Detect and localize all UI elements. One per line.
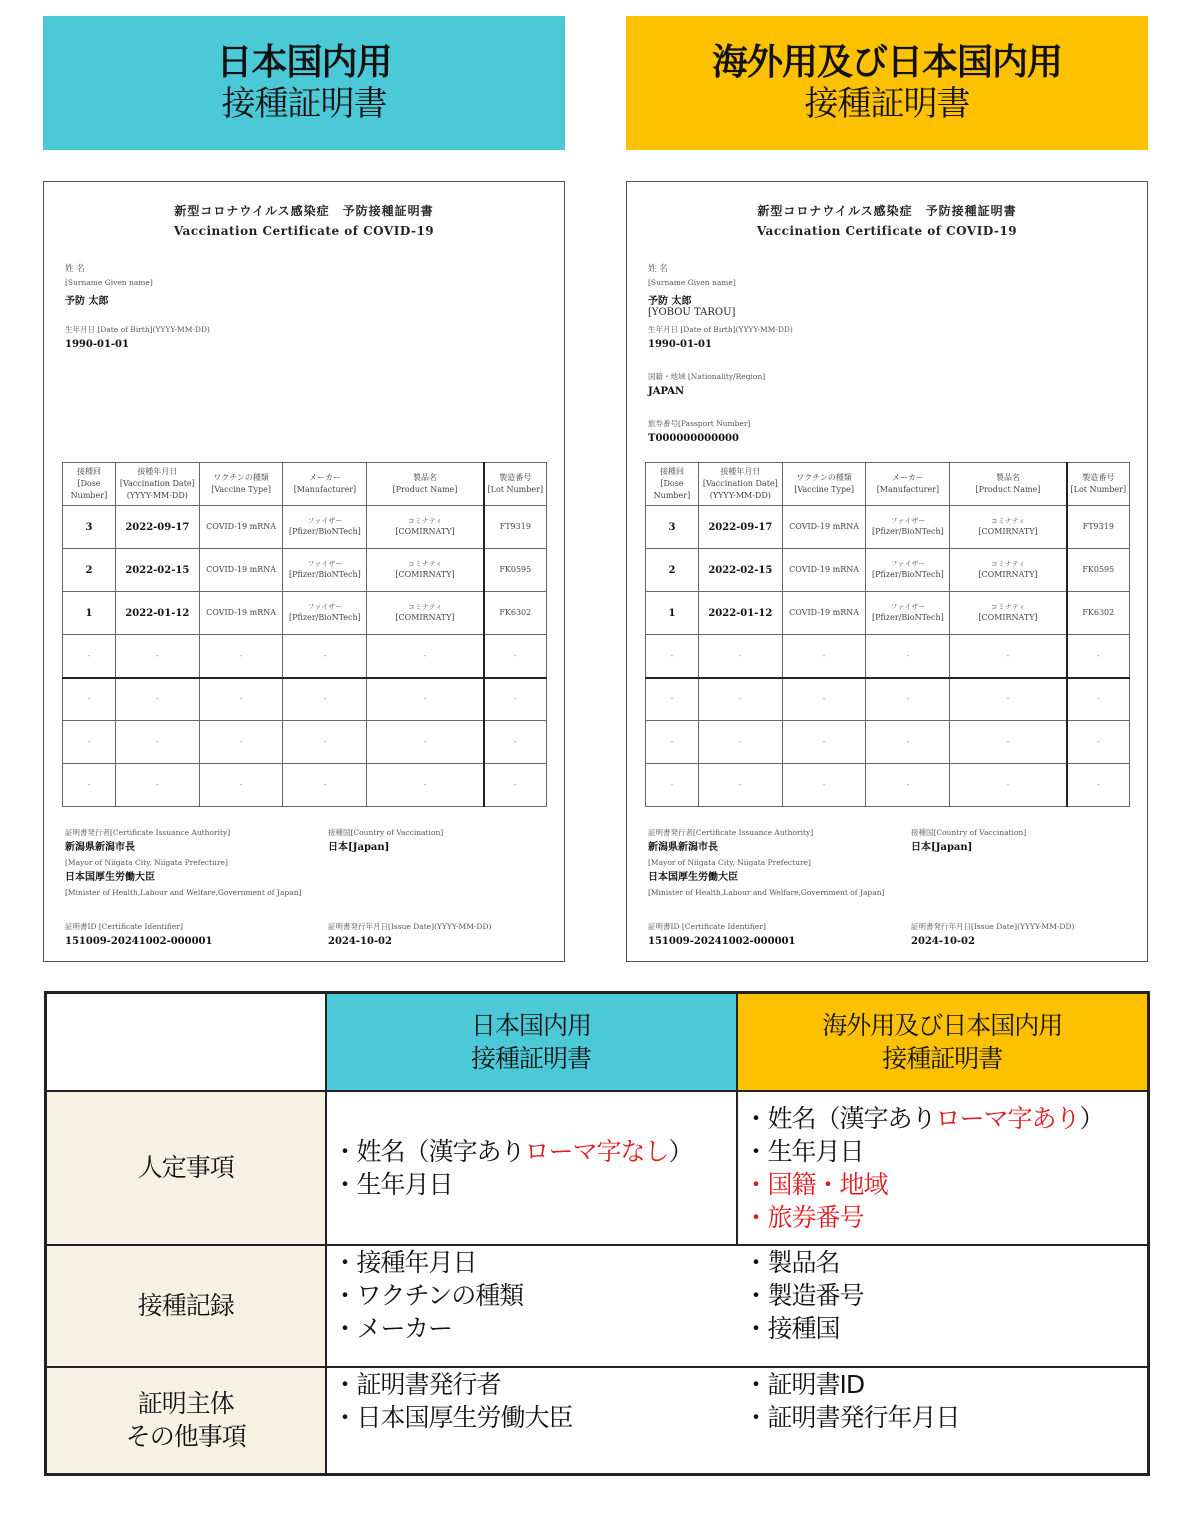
header-domestic-line2: 接種証明書 <box>470 1043 591 1073</box>
dose-table-cell: - <box>63 764 116 807</box>
dose-table-cell: 2022-02-15 <box>115 549 199 592</box>
dose-table-cell: - <box>1067 635 1130 678</box>
dose-table-cell: ファイザー [Pfizer/BioNTech] <box>283 506 367 549</box>
dose-table-cell: - <box>63 721 116 764</box>
certid-block <box>65 919 212 949</box>
country-block <box>911 825 1026 855</box>
row-label-text: 接種記録 <box>137 1291 234 1320</box>
vaccination-record-col1 <box>327 1246 738 1366</box>
dose-table-cell: - <box>698 721 782 764</box>
row-label-issuer-other <box>46 1367 326 1475</box>
comparison-item: ・姓名（漢字ありローマ字なし） <box>332 1136 693 1166</box>
dose-table-cell: - <box>367 678 484 721</box>
name-label: 姓 名 <box>648 264 668 274</box>
issuedate-value: 2024-10-02 <box>911 936 975 947</box>
comparison-item: ・日本国厚生労働大臣 <box>332 1402 573 1432</box>
dose-row-empty <box>646 635 1130 678</box>
issuer-other-col1 <box>327 1368 738 1474</box>
dose-table-header: ワクチンの種類 [Vaccine Type] <box>782 463 866 506</box>
name-label: 姓 名 <box>65 264 85 274</box>
dose-table <box>62 462 547 807</box>
issuedate-block <box>328 919 491 949</box>
certificate-domestic <box>43 181 565 962</box>
dose-row-empty <box>646 678 1130 721</box>
vaccination-record-col2 <box>738 1246 864 1366</box>
cert-title-en: Vaccination Certificate of COVID-19 <box>173 224 435 238</box>
cert-title-jp: 新型コロナウイルス感染症 予防接種証明書 <box>757 204 1017 218</box>
dose-table-cell: - <box>782 721 866 764</box>
dose-table-cell: - <box>199 721 283 764</box>
dose-table-cell: - <box>646 764 699 807</box>
dose-table-cell: - <box>1067 764 1130 807</box>
dose-table-cell: COVID-19 mRNA <box>782 592 866 635</box>
dose-table-cell: - <box>484 635 547 678</box>
dose-table-cell: - <box>199 678 283 721</box>
dose-table-cell: - <box>283 721 367 764</box>
minister-value: 日本国厚生労働大臣 <box>65 872 155 883</box>
dose-row-empty <box>646 764 1130 807</box>
dose-table-header: メーカー [Manufacturer] <box>866 463 950 506</box>
dose-table-cell: コミナティ [COMIRNATY] <box>367 592 484 635</box>
comparison-item: ・メーカー <box>332 1313 453 1343</box>
dose-table-cell: - <box>1067 678 1130 721</box>
dose-table-cell: - <box>115 764 199 807</box>
issuedate-label: 証明書発行年月日[Issue Date](YYYY-MM-DD) <box>328 922 492 931</box>
dose-table-cell: - <box>950 764 1067 807</box>
issuer-value: 新潟県新潟市長 <box>65 842 135 853</box>
name-label-en: [Surname Given name] <box>648 278 736 287</box>
dose-table-header: メーカー [Manufacturer] <box>283 463 367 506</box>
dose-table-cell: - <box>646 635 699 678</box>
dose-table-cell: - <box>698 764 782 807</box>
header-overseas-line2: 接種証明書 <box>882 1043 1003 1073</box>
issuer-block <box>65 825 301 900</box>
row-label-text: その他事項 <box>125 1422 246 1452</box>
identity-domestic <box>326 1091 737 1245</box>
dose-table-cell: - <box>63 635 116 678</box>
dose-table-cell: - <box>950 721 1067 764</box>
certid-value: 151009-20241002-000001 <box>65 936 213 947</box>
dose-table-cell: 2022-01-12 <box>698 592 782 635</box>
dose-table-cell: FK6302 <box>484 592 547 635</box>
dose-row-empty <box>646 721 1130 764</box>
minister-en: [Minister of Health,Labour and Welfare,Government of Japan] <box>648 888 885 897</box>
name-roman: [YOBOU TAROU] <box>648 307 736 318</box>
dose-table-cell: - <box>698 635 782 678</box>
dose-table-header: 接種年月日 [Vaccination Date] (YYYY-MM-DD) <box>115 463 199 506</box>
row-label-text: 証明主体 <box>137 1389 234 1419</box>
dob-label: 生年月日 [Date of Birth](YYYY-MM-DD) <box>648 325 793 334</box>
dose-table-cell: - <box>698 678 782 721</box>
dose-table-cell: - <box>1067 721 1130 764</box>
comparison-item: ・生年月日 <box>743 1136 864 1166</box>
dose-table-cell: コミナティ [COMIRNATY] <box>950 592 1067 635</box>
cert-title-en: Vaccination Certificate of COVID-19 <box>756 224 1018 238</box>
dose-table-cell: - <box>782 678 866 721</box>
comparison-table <box>44 991 1150 1476</box>
dose-table-cell: ファイザー [Pfizer/BioNTech] <box>283 592 367 635</box>
issuedate-value: 2024-10-02 <box>328 936 392 947</box>
dose-table-cell: FT9319 <box>1067 506 1130 549</box>
dose-row <box>63 549 547 592</box>
dose-table-cell: - <box>115 678 199 721</box>
dose-table-cell: コミナティ [COMIRNATY] <box>950 506 1067 549</box>
comparison-item: ・証明書ID <box>743 1369 865 1399</box>
dose-table-cell: FT9319 <box>484 506 547 549</box>
name-value: 予防 太郎 <box>648 296 692 307</box>
dose-table-cell: COVID-19 mRNA <box>782 549 866 592</box>
dob-label: 生年月日 [Date of Birth](YYYY-MM-DD) <box>65 325 210 334</box>
issuer-other-col2 <box>738 1368 960 1474</box>
issuer-value: 新潟県新潟市長 <box>648 842 718 853</box>
dose-table-header: 接種回 [Dose Number] <box>646 463 699 506</box>
country-value: 日本[Japan] <box>911 842 973 853</box>
identity-overseas <box>737 1091 1149 1245</box>
dose-table-header: 製造番号 [Lot Number] <box>1067 463 1130 506</box>
certificate-overseas <box>626 181 1148 962</box>
comparison-item: ・国籍・地域 <box>743 1169 888 1199</box>
issuer-label: 証明書発行者[Certificate Issuance Authority] <box>65 828 231 837</box>
dose-table-cell: 2022-02-15 <box>698 549 782 592</box>
dose-table-cell: FK6302 <box>1067 592 1130 635</box>
dose-table-cell: - <box>782 764 866 807</box>
dose-table-header: 製品名 [Product Name] <box>950 463 1067 506</box>
certid-label: 証明書ID [Certificate Identifier] <box>648 922 766 931</box>
minister-value: 日本国厚生労働大臣 <box>648 872 738 883</box>
row-label-identity <box>46 1091 326 1245</box>
header-domestic-line1: 日本国内用 <box>470 1010 591 1040</box>
dose-table-cell: COVID-19 mRNA <box>199 506 283 549</box>
comparison-item: ・証明書発行年月日 <box>743 1402 960 1432</box>
dose-table-cell: - <box>199 635 283 678</box>
dose-table-cell: - <box>950 635 1067 678</box>
issuer-other-items <box>326 1367 1149 1475</box>
dose-table-cell: - <box>283 764 367 807</box>
comparison-item: ・姓名（漢字ありローマ字あり） <box>743 1103 1104 1133</box>
certid-block <box>648 919 795 949</box>
banner-overseas <box>626 16 1148 150</box>
comparison-item: ・生年月日 <box>332 1169 453 1199</box>
comparison-item: ・接種国 <box>743 1313 840 1343</box>
comparison-item: ・製造番号 <box>743 1280 864 1310</box>
dose-table-cell: - <box>63 678 116 721</box>
nationality-value: JAPAN <box>648 386 685 397</box>
dose-table-cell: 2022-09-17 <box>115 506 199 549</box>
dose-table-cell: 1 <box>646 592 699 635</box>
dose-table-cell: - <box>484 721 547 764</box>
vaccination-record-items <box>326 1245 1149 1367</box>
dose-table-cell: 2022-09-17 <box>698 506 782 549</box>
issuer-label: 証明書発行者[Certificate Issuance Authority] <box>648 828 814 837</box>
row-label-text: 人定事項 <box>137 1153 234 1182</box>
dose-table-cell: - <box>283 678 367 721</box>
certid-label: 証明書ID [Certificate Identifier] <box>65 922 183 931</box>
banner-domestic-line1: 日本国内用 <box>216 42 392 83</box>
dose-table-cell: 3 <box>646 506 699 549</box>
comparison-header-overseas <box>737 993 1149 1091</box>
dose-table-cell: COVID-19 mRNA <box>782 506 866 549</box>
dose-table-cell: - <box>367 764 484 807</box>
dose-table-header: 接種回 [Dose Number] <box>63 463 116 506</box>
header-overseas-line1: 海外用及び日本国内用 <box>822 1010 1063 1040</box>
certid-value: 151009-20241002-000001 <box>648 936 796 947</box>
dose-table-cell: - <box>646 678 699 721</box>
comparison-item: ・接種年月日 <box>332 1247 477 1277</box>
dose-table-cell: - <box>367 721 484 764</box>
dose-table-cell: ファイザー [Pfizer/BioNTech] <box>866 592 950 635</box>
dose-row <box>646 549 1130 592</box>
country-label: 接種国[Country of Vaccination] <box>911 828 1027 837</box>
passport-label: 旅券番号[Passport Number] <box>648 419 751 428</box>
dob-value: 1990-01-01 <box>648 339 712 350</box>
dose-table-cell: - <box>199 764 283 807</box>
banner-domestic-line2: 接種証明書 <box>221 84 387 125</box>
dose-table-cell: ファイザー [Pfizer/BioNTech] <box>866 506 950 549</box>
comparison-item: ・製品名 <box>743 1247 840 1277</box>
dose-table-cell: COVID-19 mRNA <box>199 549 283 592</box>
row-label-vaccination-record <box>46 1245 326 1367</box>
dose-table-header: ワクチンの種類 [Vaccine Type] <box>199 463 283 506</box>
dose-table-cell: - <box>484 764 547 807</box>
dose-table-cell: 1 <box>63 592 116 635</box>
comparison-item: ・証明書発行者 <box>332 1369 501 1399</box>
issuedate-block <box>911 919 1074 949</box>
issuer-block <box>648 825 884 900</box>
dose-row <box>646 592 1130 635</box>
dose-table-header: 製品名 [Product Name] <box>367 463 484 506</box>
dose-row-empty <box>63 635 547 678</box>
dose-table-cell: ファイザー [Pfizer/BioNTech] <box>283 549 367 592</box>
name-label-en: [Surname Given name] <box>65 278 153 287</box>
dose-table-cell: - <box>115 635 199 678</box>
dose-row <box>63 506 547 549</box>
country-label: 接種国[Country of Vaccination] <box>328 828 444 837</box>
comparison-corner <box>46 993 326 1091</box>
dose-table-cell: 2 <box>63 549 116 592</box>
country-block <box>328 825 443 855</box>
dose-table-cell: - <box>484 678 547 721</box>
comparison-item: ・ワクチンの種類 <box>332 1280 524 1310</box>
dose-table-cell: - <box>950 678 1067 721</box>
dose-table-cell: - <box>866 721 950 764</box>
dose-table-cell: - <box>646 721 699 764</box>
banner-domestic <box>43 16 565 150</box>
dob-value: 1990-01-01 <box>65 339 129 350</box>
banner-overseas-line2: 接種証明書 <box>804 84 970 125</box>
dose-table-cell: FK0595 <box>1067 549 1130 592</box>
dose-table-cell: 2022-01-12 <box>115 592 199 635</box>
dose-row-empty <box>63 678 547 721</box>
minister-en: [Minister of Health,Labour and Welfare,Government of Japan] <box>65 888 302 897</box>
dose-table-cell: - <box>283 635 367 678</box>
dose-table-cell: - <box>782 635 866 678</box>
issuedate-label: 証明書発行年月日[Issue Date](YYYY-MM-DD) <box>911 922 1075 931</box>
passport-value: T000000000000 <box>648 433 739 444</box>
dose-row-empty <box>63 764 547 807</box>
issuer-en: [Mayor of Niigata City, Niigata Prefecture] <box>65 858 228 867</box>
country-value: 日本[Japan] <box>328 842 390 853</box>
dose-table-header: 製造番号 [Lot Number] <box>484 463 547 506</box>
dose-row-empty <box>63 721 547 764</box>
name-value: 予防 太郎 <box>65 296 109 307</box>
dose-table-cell: FK0595 <box>484 549 547 592</box>
dose-table-cell: ファイザー [Pfizer/BioNTech] <box>866 549 950 592</box>
dose-table <box>645 462 1130 807</box>
dose-table-cell: - <box>866 678 950 721</box>
comparison-item: ・旅券番号 <box>743 1202 864 1232</box>
dose-table-header: 接種年月日 [Vaccination Date] (YYYY-MM-DD) <box>698 463 782 506</box>
comparison-header-domestic <box>326 993 737 1091</box>
cert-title-jp: 新型コロナウイルス感染症 予防接種証明書 <box>174 204 434 218</box>
dose-table-cell: - <box>115 721 199 764</box>
dose-table-cell: - <box>866 764 950 807</box>
dose-row <box>63 592 547 635</box>
banner-overseas-line1: 海外用及び日本国内用 <box>711 42 1062 83</box>
dose-table-cell: - <box>367 635 484 678</box>
issuer-en: [Mayor of Niigata City, Niigata Prefecture] <box>648 858 811 867</box>
dose-table-cell: - <box>866 635 950 678</box>
dose-row <box>646 506 1130 549</box>
nationality-label: 国籍・地域 [Nationality/Region] <box>648 372 766 381</box>
dose-table-cell: COVID-19 mRNA <box>199 592 283 635</box>
dose-table-cell: コミナティ [COMIRNATY] <box>950 549 1067 592</box>
dose-table-cell: コミナティ [COMIRNATY] <box>367 549 484 592</box>
dose-table-cell: コミナティ [COMIRNATY] <box>367 506 484 549</box>
dose-table-cell: 3 <box>63 506 116 549</box>
dose-table-cell: 2 <box>646 549 699 592</box>
